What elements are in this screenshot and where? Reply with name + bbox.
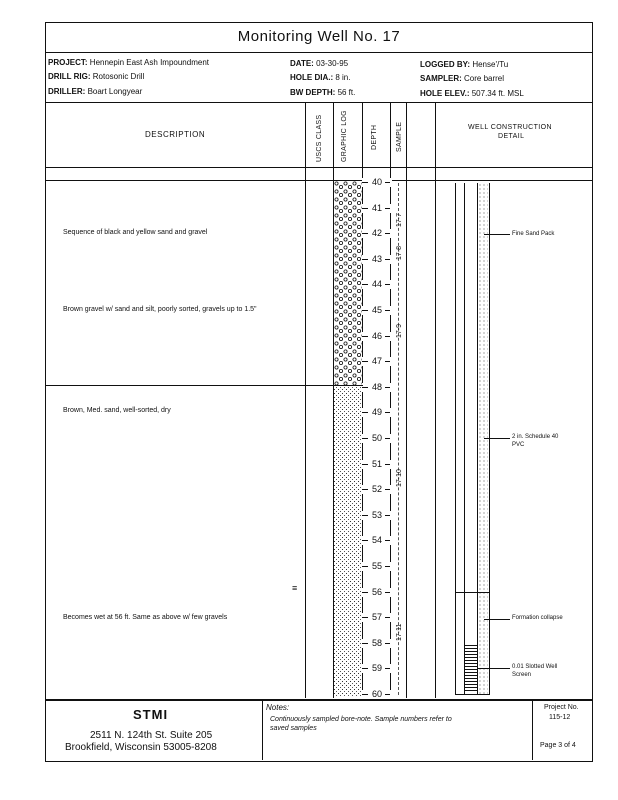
depth-tick-left (362, 566, 368, 567)
sampler-value: Core barrel (464, 74, 505, 83)
sampler-label: SAMPLER: (420, 74, 462, 83)
elev-field (420, 90, 524, 98)
depth-tick-right (385, 182, 390, 183)
depth-tick-right (385, 617, 390, 618)
callout-line-4 (478, 668, 510, 669)
depth-tick-left (362, 336, 368, 337)
bw-depth-label: BW DEPTH: (290, 88, 336, 97)
depth-tick-right (385, 489, 390, 490)
col-graphic: GRAPHIC LOG (341, 110, 348, 162)
depth-tick-label: 56 (362, 588, 392, 597)
stratum-boundary (45, 385, 363, 386)
depth-tick-left (362, 233, 368, 234)
depth-tick-left (362, 182, 368, 183)
sample-label-5: 17-11 (396, 623, 403, 641)
divider-sample-right (406, 102, 407, 698)
header-divider (45, 102, 592, 103)
logged-field (420, 61, 508, 69)
depth-tick-right (385, 438, 390, 439)
divider-depth-left (362, 102, 363, 698)
depth-tick-label: 45 (362, 306, 392, 315)
hole-dia-label: HOLE DIA.: (290, 73, 334, 82)
project-no-label: Project No. (544, 704, 579, 711)
rig-label: DRILL RIG: (48, 72, 91, 81)
col-well-line1: WELL CONSTRUCTION (468, 124, 552, 131)
depth-tick-left (362, 310, 368, 311)
depth-tick-label: 54 (362, 536, 392, 545)
depth-tick-label: 41 (362, 204, 392, 213)
elev-value: 507.34 ft. MSL (471, 89, 524, 98)
depth-tick-left (362, 694, 368, 695)
elev-label: HOLE ELEV.: (420, 89, 470, 98)
depth-tick-label: 58 (362, 639, 392, 648)
graphic-log (334, 181, 362, 696)
callout-line-1 (484, 234, 510, 235)
well-note-4-line2: Screen (512, 672, 532, 678)
depth-tick-label: 59 (362, 664, 392, 673)
col-description: DESCRIPTION (145, 130, 206, 139)
description-3: Brown, Med. sand, well-sorted, dry (63, 407, 171, 414)
well-screen (465, 645, 477, 693)
depth-tick-right (385, 540, 390, 541)
date-value: 03-30-95 (316, 59, 349, 68)
col-depth: DEPTH (371, 124, 378, 150)
col-well-line2: DETAIL (498, 133, 525, 140)
depth-tick-label: 51 (362, 460, 392, 469)
depth-tick-label: 55 (362, 562, 392, 571)
depth-tick-label: 43 (362, 255, 392, 264)
depth-tick-label: 57 (362, 613, 392, 622)
company-address-2: Brookfield, Wisconsin 53005-8208 (65, 742, 217, 753)
depth-tick-left (362, 412, 368, 413)
depth-tick-right (385, 668, 390, 669)
depth-tick-left (362, 208, 368, 209)
depth-tick-right (385, 361, 390, 362)
hole-dia-field (290, 74, 350, 82)
depth-tick-right (385, 643, 390, 644)
project-label: PROJECT: (48, 58, 88, 67)
depth-tick-left (362, 540, 368, 541)
date-label: DATE: (290, 59, 314, 68)
driller-value: Boart Longyear (87, 87, 143, 96)
divider-sample-left (390, 102, 391, 698)
col-uscs: USCS CLASS (316, 114, 323, 162)
driller-field (48, 88, 142, 96)
depth-tick-label: 53 (362, 511, 392, 520)
depth-tick-label: 52 (362, 485, 392, 494)
depth-tick-label: 50 (362, 434, 392, 443)
depth-tick-left (362, 668, 368, 669)
page-number: Page 3 of 4 (540, 742, 576, 749)
page-title: Monitoring Well No. 17 (237, 28, 401, 45)
footer-divider (45, 699, 592, 701)
depth-tick-right (385, 592, 390, 593)
depth-tick-right (385, 208, 390, 209)
depth-tick-right (385, 515, 390, 516)
description-2: Brown gravel w/ sand and silt, poorly sorted, gravels up to 1.5" (63, 306, 257, 313)
gravel-fill (334, 181, 362, 386)
depth-tick-label: 60 (362, 690, 392, 699)
column-header-divider (45, 167, 592, 168)
bw-depth-field (290, 89, 355, 97)
depth-tick-left (362, 617, 368, 618)
sand-fill (334, 386, 362, 696)
depth-tick-left (362, 438, 368, 439)
project-field (48, 59, 209, 67)
depth-tick-right (385, 284, 390, 285)
well-borehole-left (455, 183, 456, 695)
depth-tick-left (362, 259, 368, 260)
depth-tick-label: 49 (362, 408, 392, 417)
date-field (290, 60, 348, 68)
company-address-1: 2511 N. 124th St. Suite 205 (90, 730, 213, 741)
depth-tick-label: 44 (362, 280, 392, 289)
pvc-casing-left (464, 183, 465, 695)
depth-tick-left (362, 464, 368, 465)
well-bottom (455, 694, 489, 695)
depth-tick-left (362, 515, 368, 516)
logged-value: Hense'/Tu (472, 60, 509, 69)
project-value: Hennepin East Ash Impoundment (89, 58, 209, 67)
bw-depth-value: 56 ft. (337, 88, 356, 97)
depth-tick-label: 47 (362, 357, 392, 366)
pvc-casing-right (477, 183, 478, 695)
sampler-field (420, 75, 504, 83)
well-note-4-line1: 0.01 Slotted Well (512, 664, 558, 670)
collapse-top (455, 592, 489, 593)
depth-tick-left (362, 489, 368, 490)
callout-line-3 (484, 619, 510, 620)
depth-tick-right (385, 259, 390, 260)
notes-line-1: Continuously sampled bore-note. Sample numbers refer to (270, 716, 452, 723)
divider-uscs-left (305, 102, 306, 698)
depth-tick-left (362, 592, 368, 593)
depth-tick-label: 48 (362, 383, 392, 392)
company-name: STMI (133, 707, 169, 722)
col-sample: SAMPLE (396, 121, 403, 152)
footer-divider-right (532, 700, 533, 760)
depth-tick-left (362, 284, 368, 285)
well-note-2-line1: 2 in. Schedule 40 (512, 434, 559, 440)
depth-tick-right (385, 694, 390, 695)
depth-tick-left (362, 361, 368, 362)
callout-line-2 (484, 438, 510, 439)
rig-value: Rotosonic Drill (92, 72, 145, 81)
rig-field (48, 73, 144, 81)
depth-tick-right (385, 464, 390, 465)
well-note-3: Formation collapse (512, 615, 563, 621)
well-note-2-line2: PVC (512, 442, 525, 448)
well-note-1: Fine Sand Pack (512, 231, 555, 237)
water-level-icon: ≡ (292, 583, 298, 593)
depth-tick-label: 42 (362, 229, 392, 238)
sample-label-3: 17-9 (396, 323, 403, 338)
depth-tick-right (385, 310, 390, 311)
project-no-value: 115-12 (549, 714, 571, 721)
depth-tick-left (362, 643, 368, 644)
divider-well-left (435, 102, 436, 698)
depth-tick-right (385, 233, 390, 234)
hole-dia-value: 8 in. (335, 73, 351, 82)
depth-tick-right (385, 336, 390, 337)
depth-tick-label: 40 (362, 178, 392, 187)
depth-tick-label: 46 (362, 332, 392, 341)
sample-label-1: 17-7 (396, 212, 403, 227)
description-1: Sequence of black and yellow sand and gravel (63, 229, 208, 236)
driller-label: DRILLER: (48, 87, 86, 96)
logged-label: LOGGED BY: (420, 60, 471, 69)
notes-line-2: saved samples (270, 725, 317, 732)
depth-tick-right (385, 412, 390, 413)
depth-tick-right (385, 566, 390, 567)
sample-label-2: 17-8 (396, 245, 403, 260)
column-header-divider-2 (45, 180, 592, 181)
depth-tick-left (362, 387, 368, 388)
description-4: Becomes wet at 56 ft. Same as above w/ few gravels (63, 614, 228, 621)
title-divider (45, 52, 592, 53)
sample-label-4: 17-10 (396, 469, 403, 487)
footer-divider-left (262, 700, 263, 760)
notes-label: Notes: (266, 703, 290, 712)
depth-tick-right (385, 387, 390, 388)
